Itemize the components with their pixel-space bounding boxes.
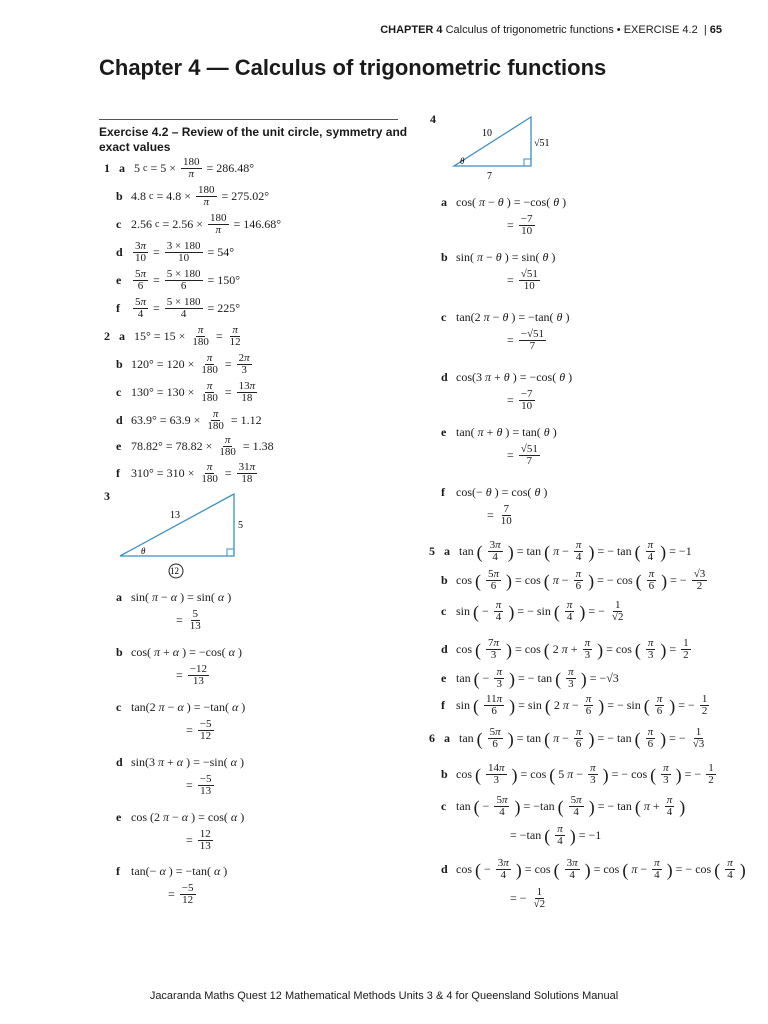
q5-a: 5 a tan ( $\frac{3\pi}{4}$ ) = tan ( π − $\frac{\pi}{4}$ ) = − tan ( $\frac{\pi}{4}$ ) = −1: [429, 539, 692, 563]
q3-c: c tan(2 π − α ) = −tan( α ) = $\frac{-5}{12}$: [116, 700, 246, 742]
page-title: Chapter 4 — Calculus of trigonometric functions: [99, 55, 607, 80]
q6-c: c tan ( − $\frac{5\pi}{4}$ ) = −tan ( $\frac{5\pi}{4}$ ) = − tan ( π + $\frac{\pi}{4}$ ) = −tan ( $\frac{\pi}{4}$ ) = −1: [441, 794, 686, 847]
q4-label: 4: [430, 112, 436, 126]
q4-c: c tan(2 π − θ ) = −tan( θ ) = $\frac{-√51}{7}$: [441, 310, 570, 352]
q4-triangle-diagram: [440, 112, 570, 184]
q3-f: f tan(− α ) = −tan( α ) = $\frac{-5}{12}$: [116, 864, 228, 906]
q1-f: f $\frac{5\pi}{4}$ = $\frac{5 \times 180}{4}$ = 225°: [116, 296, 241, 320]
q3-label: 3: [104, 489, 110, 503]
q1-a: 1 a 5 c = 5 × $\frac{180}{\pi}$ = 286.48°: [104, 156, 255, 180]
q5-b: b cos ( $\frac{5\pi}{6}$ ) = cos ( π − $\frac{\pi}{6}$ ) = − cos ( $\frac{\pi}{6}$ ) = − $\frac{√3}{2}$: [441, 568, 706, 592]
q2-b: b 120° = 120 × $\frac{\pi}{180}$ = $\frac{2\pi}{3}$: [116, 352, 250, 376]
q2-f: f 310° = 310 × $\frac{\pi}{180}$ = $\frac{31\pi}{18}$: [116, 461, 256, 485]
q3-e: e cos (2 π − α ) = cos( α ) = $\frac{12}{13}$: [116, 810, 245, 852]
q4-angle-label: θ: [460, 156, 465, 166]
q3-triangle-diagram: [110, 488, 260, 583]
q3-a: a sin( π − α ) = sin( α ) = $\frac{5}{13}$: [116, 590, 232, 632]
q1-d: d $\frac{3\pi}{10}$ = $\frac{3 \times 180}{10}$ = 54°: [116, 240, 235, 264]
q4-d: d cos(3 π + θ ) = −cos( θ ) = $\frac{-7}{10}$: [441, 370, 573, 412]
q3-adj-label: 12: [170, 566, 179, 576]
running-header: CHAPTER 4 Calculus of trigonometric functions • EXERCISE 4.2 | 65: [380, 24, 722, 36]
q1-e: e $\frac{5\pi}{6}$ = $\frac{5 \times 180}{6}$ = 150°: [116, 268, 241, 292]
q5-e: e tan ( − $\frac{\pi}{3}$ ) = − tan ( $\frac{\pi}{3}$ ) = −√3: [441, 666, 619, 690]
q4-adj-label: 7: [487, 171, 492, 182]
q2-a: 2 a 15° = 15 × $\frac{\pi}{180}$ = $\frac{\pi}{12}$: [104, 324, 241, 348]
q1-c: c 2.56 c = 2.56 × $\frac{180}{\pi}$ = 146.68°: [116, 212, 282, 236]
q3-opp-label: 5: [238, 520, 243, 531]
q2-d: d 63.9° = 63.9 × $\frac{\pi}{180}$ = 1.12: [116, 408, 262, 432]
q4-e: e tan( π + θ ) = tan( θ ) = $\frac{√51}{7}$: [441, 425, 557, 467]
q4-f: f cos(− θ ) = cos( θ ) = $\frac{7}{10}$: [441, 485, 548, 527]
page-footer: Jacaranda Maths Quest 12 Mathematical Methods Units 3 & 4 for Queensland Solutions Manual: [149, 990, 619, 1002]
q6-a: 6 a tan ( $\frac{5\pi}{6}$ ) = tan ( π − $\frac{\pi}{6}$ ) = − tan ( $\frac{\pi}{6}$ ) = − $\frac{1}{√3}$: [429, 726, 705, 750]
q2-c: c 130° = 130 × $\frac{\pi}{180}$ = $\frac{13\pi}{18}$: [116, 380, 256, 404]
exercise-heading: Exercise 4.2 – Review of the unit circle, symmetry and exact values: [99, 125, 408, 154]
q3-angle-label: θ: [141, 546, 146, 556]
q4-hyp-label: 10: [482, 128, 492, 139]
q3-d: d sin(3 π + α ) = −sin( α ) = $\frac{-5}{13}$: [116, 755, 244, 797]
q5-d: d cos ( $\frac{7\pi}{3}$ ) = cos ( 2 π + $\frac{\pi}{3}$ ) = cos ( $\frac{\pi}{3}$ ) = $\frac{1}{2}$: [441, 637, 689, 661]
q5-c: c sin ( − $\frac{\pi}{4}$ ) = − sin ( $\frac{\pi}{4}$ ) = − $\frac{1}{√2}$: [441, 599, 624, 623]
q4-b: b sin( π − θ ) = sin( θ ) = $\frac{√51}{10}$: [441, 250, 556, 292]
q2-e: e 78.82° = 78.82 × $\frac{\pi}{180}$ = 1.38: [116, 434, 274, 458]
divider: [99, 119, 398, 120]
q6-b: b cos ( $\frac{14\pi}{3}$ ) = cos ( 5 π − $\frac{\pi}{3}$ ) = − cos ( $\frac{\pi}{3}$ ) = − $\frac{1}{2}$: [441, 762, 714, 786]
q6-d: d cos ( − $\frac{3\pi}{4}$ ) = cos ( $\frac{3\pi}{4}$ ) = cos ( π − $\frac{\pi}{4}$ ) = − cos ( $\frac{\pi}{4}$ ) = − $\frac{1}{√2}$: [441, 857, 746, 910]
q3-b: b cos( π + α ) = −cos( α ) = $\frac{-12}{13}$: [116, 645, 242, 687]
q4-opp-label: √51: [534, 138, 550, 149]
q3-hyp-label: 13: [170, 510, 180, 521]
q4-a: a cos( π − θ ) = −cos( θ ) = $\frac{-7}{10}$: [441, 195, 567, 237]
q1-b: b 4.8 c = 4.8 × $\frac{180}{\pi}$ = 275.02°: [116, 184, 270, 208]
q5-f: f sin ( $\frac{11\pi}{6}$ ) = sin ( 2 π − $\frac{\pi}{6}$ ) = − sin ( $\frac{\pi}{6}$ ) = − $\frac{1}{2}$: [441, 693, 708, 717]
